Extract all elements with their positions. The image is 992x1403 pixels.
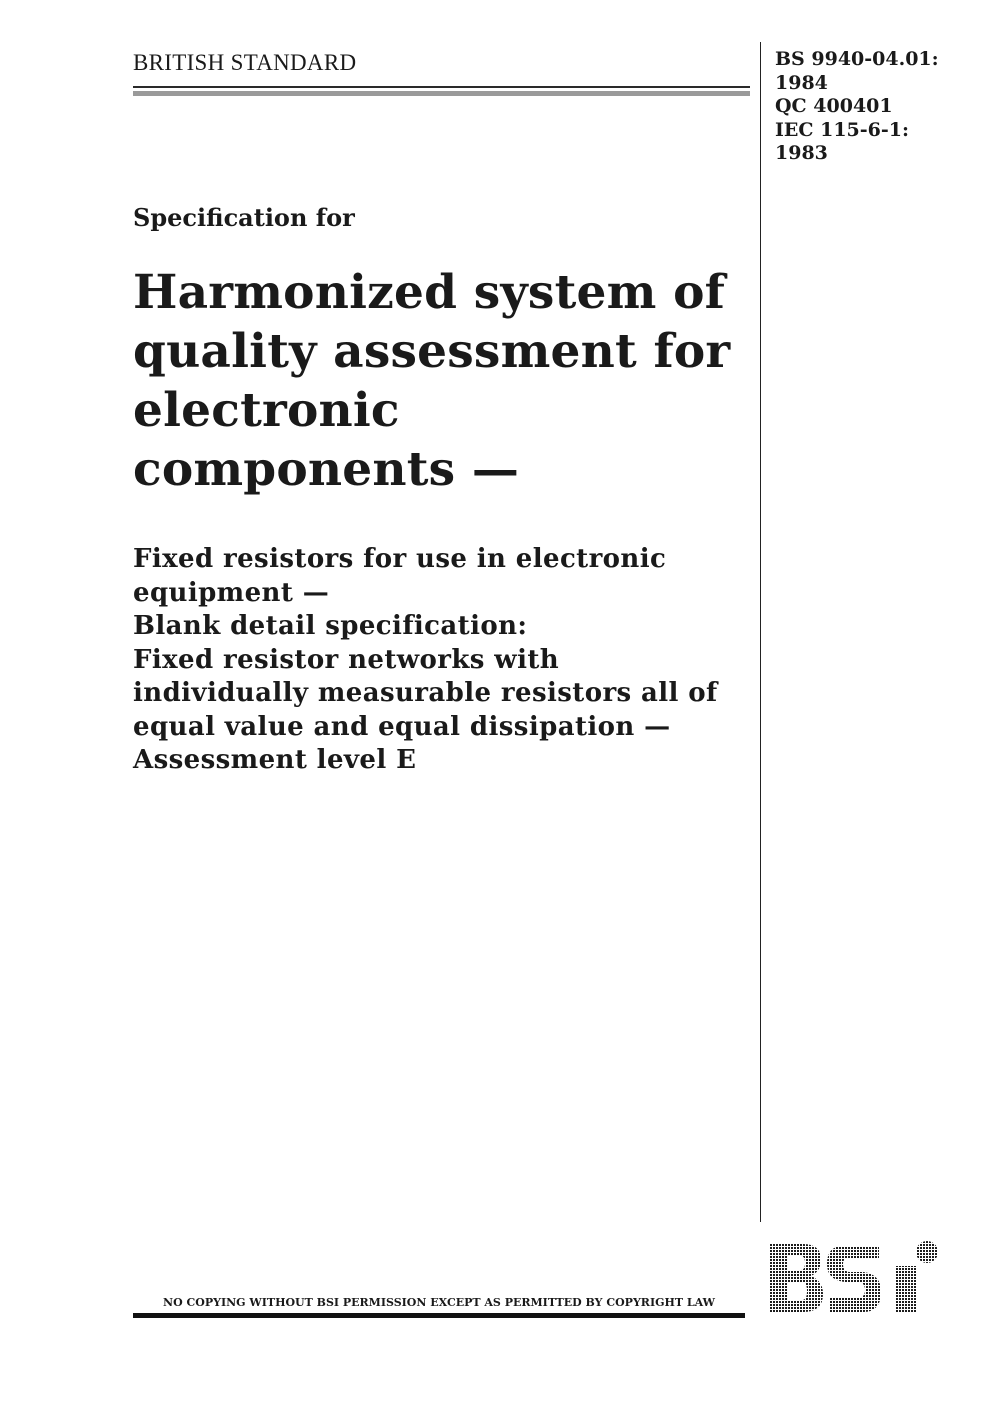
- header-rule-grey: [133, 91, 750, 96]
- header-rule-thin: [133, 86, 750, 88]
- standard-number-line: 1984: [775, 71, 828, 94]
- standard-number-line: BS 9940-04.01:: [775, 48, 939, 70]
- standard-number-line: QC 400401: [775, 95, 893, 117]
- subtitle-line: individually measurable resistors all of: [133, 678, 718, 708]
- standard-number-line: 1983: [775, 142, 828, 164]
- main-title: [133, 263, 753, 499]
- standard-number-line: IEC 115-6-1:: [775, 118, 909, 141]
- header-double-rule: [133, 86, 750, 98]
- footer-rule: [133, 1313, 745, 1318]
- bsi-logo-icon: [767, 1238, 947, 1318]
- subtitle-line: Assessment level E: [133, 745, 417, 775]
- subtitle-line: equipment —: [133, 577, 330, 608]
- main-title-line: quality assessment for: [133, 324, 731, 379]
- specification-intro: Specification for: [133, 203, 355, 232]
- subtitle-line: Fixed resistors for use in electronic: [133, 544, 667, 574]
- subtitle-line: Blank detail specification:: [133, 611, 528, 641]
- subtitle-line: equal value and equal dissipation —: [133, 711, 671, 742]
- standard-numbers: [775, 48, 939, 166]
- standard-type-label: BRITISH STANDARD: [133, 50, 357, 75]
- main-title-line: electronic: [133, 383, 400, 438]
- main-title-line: Harmonized system of: [133, 265, 726, 320]
- copyright-notice: NO COPYING WITHOUT BSI PERMISSION EXCEPT AS PERMITTED BY COPYRIGHT LAW: [163, 1296, 715, 1309]
- subtitle-line: Fixed resistor networks with: [133, 644, 560, 675]
- subtitle: [133, 543, 758, 778]
- main-title-line: components —: [133, 442, 520, 497]
- column-divider: [760, 42, 761, 1222]
